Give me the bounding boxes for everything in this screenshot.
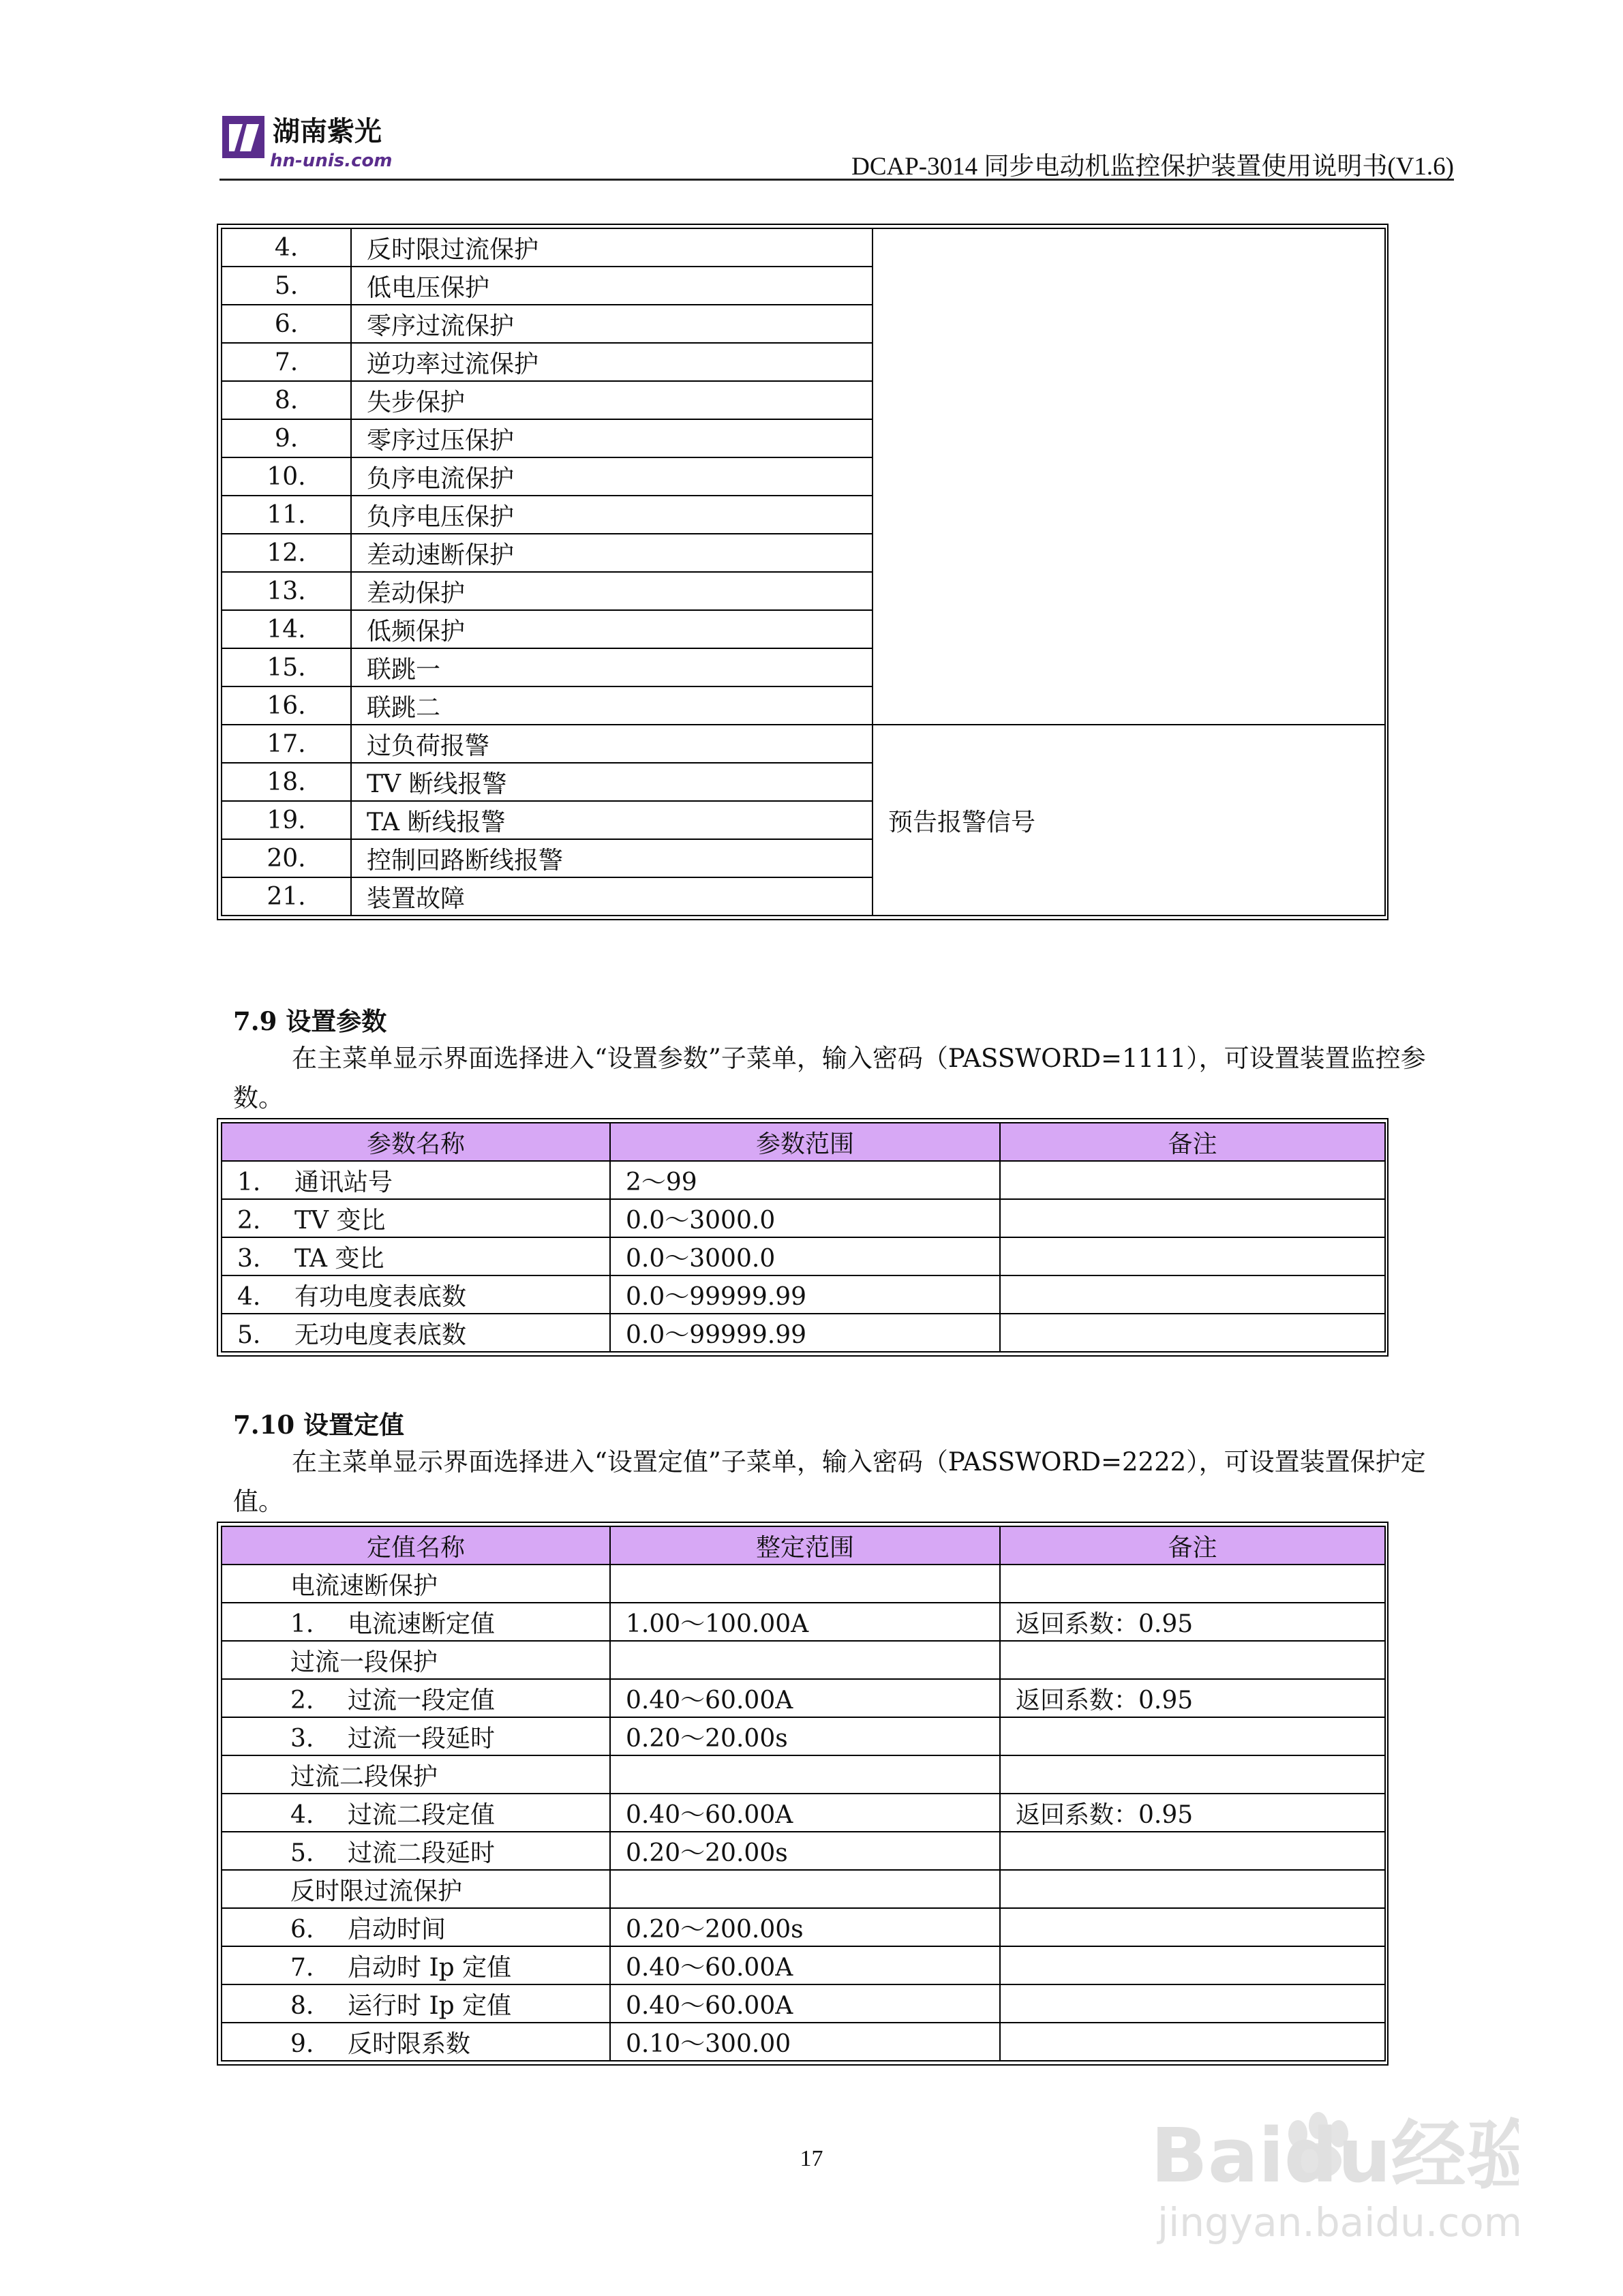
- row-number: 19.: [222, 801, 351, 839]
- row-number: 15.: [222, 648, 351, 686]
- setting-note: [1000, 1717, 1385, 1755]
- setting-note: [1000, 1984, 1385, 2023]
- protection-blank-cell: [873, 228, 1385, 725]
- column-header: 定值名称: [222, 1526, 610, 1565]
- signal-name: 零序过流保护: [351, 305, 873, 343]
- column-header: 参数名称: [222, 1123, 610, 1161]
- section-79-paragraph: 在主菜单显示界面选择进入“设置参数”子菜单，输入密码（PASSWORD=1111），可设置装置监控参数。: [233, 1044, 1426, 1113]
- signal-name: TV 断线报警: [351, 763, 873, 801]
- table-row: [222, 1984, 1385, 2023]
- row-number: 2.: [237, 1206, 261, 1235]
- signal-table: [217, 224, 1389, 920]
- row-number: 3.: [290, 1724, 314, 1753]
- watermark-url: jingyan.baidu.com: [1157, 2199, 1519, 2246]
- setting-name: 反时限系数: [348, 2029, 471, 2058]
- setting-name: 启动时 Ip 定值: [348, 1953, 512, 1982]
- company-logo: [219, 109, 424, 175]
- setting-range: 0.40～60.00A: [610, 1679, 1000, 1717]
- param-range: 0.0～3000.0: [610, 1237, 1000, 1275]
- setting-name: 过流一段定值: [348, 1686, 496, 1715]
- table-row: [222, 1946, 1385, 1984]
- setting-name-cell: [222, 1984, 610, 2023]
- signal-name: 差动保护: [351, 572, 873, 610]
- baidu-watermark: [1137, 2086, 1519, 2256]
- row-number: 12.: [222, 534, 351, 572]
- param-name-cell: [222, 1275, 610, 1314]
- setting-note: [1000, 1832, 1385, 1870]
- signal-name: 差动速断保护: [351, 534, 873, 572]
- setting-name-cell: [222, 1946, 610, 1984]
- setting-range: 0.20～200.00s: [610, 1908, 1000, 1946]
- row-number: 21.: [222, 877, 351, 916]
- param-name: TA 变比: [294, 1244, 384, 1273]
- setting-note: 返回系数：0.95: [1000, 1603, 1385, 1641]
- row-number: 18.: [222, 763, 351, 801]
- group-title: 反时限过流保护: [222, 1870, 610, 1908]
- empty-cell: [610, 1870, 1000, 1908]
- page-number: 17: [800, 2146, 823, 2171]
- column-header: 整定范围: [610, 1526, 1000, 1565]
- signal-name: 零序过压保护: [351, 419, 873, 457]
- row-number: 20.: [222, 839, 351, 877]
- param-name: 无功电度表底数: [294, 1320, 467, 1349]
- param-note: [1000, 1314, 1385, 1352]
- setting-name: 过流二段定值: [348, 1800, 496, 1829]
- group-row: [222, 1641, 1385, 1679]
- param-name: 通讯站号: [294, 1168, 393, 1196]
- row-number: 8.: [290, 1991, 314, 2020]
- table-row: [222, 1832, 1385, 1870]
- setting-name: 启动时间: [348, 1915, 446, 1944]
- table-row: [222, 725, 1385, 763]
- signal-name: 逆功率过流保护: [351, 343, 873, 381]
- empty-cell: [1000, 1870, 1385, 1908]
- row-number: 2.: [290, 1686, 314, 1715]
- param-range: 0.0～3000.0: [610, 1199, 1000, 1237]
- setting-range: 0.40～60.00A: [610, 1946, 1000, 1984]
- table-row: [222, 1275, 1385, 1314]
- column-header: 备注: [1000, 1123, 1385, 1161]
- setting-name-cell: [222, 1603, 610, 1641]
- empty-cell: [1000, 1641, 1385, 1679]
- row-number: 16.: [222, 686, 351, 725]
- empty-cell: [1000, 1755, 1385, 1794]
- row-number: 13.: [222, 572, 351, 610]
- setting-name-cell: [222, 1832, 610, 1870]
- setting-range: 0.20～20.00s: [610, 1832, 1000, 1870]
- row-number: 11.: [222, 496, 351, 534]
- table-row: [222, 1314, 1385, 1352]
- setting-range: 0.40～60.00A: [610, 1794, 1000, 1832]
- group-title: 过流二段保护: [222, 1755, 610, 1794]
- param-name: TV 变比: [294, 1206, 386, 1235]
- table-row: [222, 1603, 1385, 1641]
- signal-name: 低电压保护: [351, 267, 873, 305]
- signal-name: 装置故障: [351, 877, 873, 916]
- signal-name: 低频保护: [351, 610, 873, 648]
- param-name-cell: [222, 1237, 610, 1275]
- setting-note: [1000, 1946, 1385, 1984]
- setting-name: 过流二段延时: [348, 1839, 496, 1867]
- signal-name: TA 断线报警: [351, 801, 873, 839]
- parameter-table: [217, 1118, 1389, 1357]
- param-note: [1000, 1237, 1385, 1275]
- setting-name-cell: [222, 1908, 610, 1946]
- section-79-title: 7.9 设置参数: [233, 1006, 387, 1036]
- signal-name: 联跳二: [351, 686, 873, 725]
- row-number: 5.: [222, 267, 351, 305]
- watermark-brand: Baidu经验: [1151, 2112, 1519, 2199]
- column-header: 备注: [1000, 1526, 1385, 1565]
- param-range: 2～99: [610, 1161, 1000, 1199]
- setting-name-cell: [222, 1794, 610, 1832]
- table-row: [222, 1237, 1385, 1275]
- param-name-cell: [222, 1161, 610, 1199]
- empty-cell: [1000, 1565, 1385, 1603]
- table-row: [222, 1161, 1385, 1199]
- row-number: 7.: [290, 1953, 314, 1982]
- row-number: 4.: [237, 1282, 261, 1311]
- row-number: 6.: [222, 305, 351, 343]
- param-range: 0.0～99999.99: [610, 1314, 1000, 1352]
- row-number: 5.: [290, 1839, 314, 1867]
- row-number: 17.: [222, 725, 351, 763]
- table-header-row: [222, 1123, 1385, 1161]
- setting-name: 过流一段延时: [348, 1724, 496, 1753]
- logo-cn-text: 湖南紫光: [273, 115, 382, 147]
- logo-url-text: hn-unis.com: [270, 151, 393, 171]
- signal-name: 失步保护: [351, 381, 873, 419]
- setting-table: [217, 1522, 1389, 2066]
- group-row: [222, 1870, 1385, 1908]
- empty-cell: [610, 1641, 1000, 1679]
- setting-name-cell: [222, 1679, 610, 1717]
- section-710-title: 7.10 设置定值: [233, 1410, 404, 1440]
- signal-name: 反时限过流保护: [351, 228, 873, 267]
- param-note: [1000, 1199, 1385, 1237]
- setting-note: [1000, 2023, 1385, 2061]
- param-name-cell: [222, 1199, 610, 1237]
- setting-range: 1.00～100.00A: [610, 1603, 1000, 1641]
- param-name: 有功电度表底数: [294, 1282, 467, 1311]
- row-number: 9.: [290, 2029, 314, 2058]
- signal-name: 过负荷报警: [351, 725, 873, 763]
- row-number: 4.: [222, 228, 351, 267]
- table-row: [222, 1199, 1385, 1237]
- signal-name: 负序电压保护: [351, 496, 873, 534]
- param-name-cell: [222, 1314, 610, 1352]
- row-number: 8.: [222, 381, 351, 419]
- setting-range: 0.40～60.00A: [610, 1984, 1000, 2023]
- group-title: 电流速断保护: [222, 1565, 610, 1603]
- empty-cell: [610, 1755, 1000, 1794]
- table-row: [222, 2023, 1385, 2061]
- table-row: [222, 1794, 1385, 1832]
- section-710-paragraph: 在主菜单显示界面选择进入“设置定值”子菜单，输入密码（PASSWORD=2222），可设置装置保护定值。: [233, 1447, 1426, 1516]
- group-row: [222, 1565, 1385, 1603]
- table-row: [222, 1908, 1385, 1946]
- row-number: 1.: [290, 1610, 314, 1638]
- table-row: [222, 228, 1385, 267]
- row-number: 14.: [222, 610, 351, 648]
- signal-name: 联跳一: [351, 648, 873, 686]
- setting-note: 返回系数：0.95: [1000, 1794, 1385, 1832]
- row-number: 5.: [237, 1320, 261, 1349]
- setting-range: 0.10～300.00: [610, 2023, 1000, 2061]
- row-number: 3.: [237, 1244, 261, 1273]
- table-row: [222, 1717, 1385, 1755]
- param-range: 0.0～99999.99: [610, 1275, 1000, 1314]
- setting-name: 运行时 Ip 定值: [348, 1991, 512, 2020]
- setting-name-cell: [222, 1717, 610, 1755]
- row-number: 7.: [222, 343, 351, 381]
- param-note: [1000, 1161, 1385, 1199]
- param-note: [1000, 1275, 1385, 1314]
- table-row: [222, 1679, 1385, 1717]
- setting-range: 0.20～20.00s: [610, 1717, 1000, 1755]
- group-row: [222, 1755, 1385, 1794]
- alarm-note-cell: 预告报警信号: [873, 725, 1385, 916]
- row-number: 1.: [237, 1168, 261, 1196]
- header-divider: [219, 179, 1454, 181]
- column-header: 参数范围: [610, 1123, 1000, 1161]
- setting-name-cell: [222, 2023, 610, 2061]
- setting-note: [1000, 1908, 1385, 1946]
- table-header-row: [222, 1526, 1385, 1565]
- row-number: 9.: [222, 419, 351, 457]
- signal-name: 负序电流保护: [351, 457, 873, 496]
- row-number: 4.: [290, 1800, 314, 1829]
- row-number: 6.: [290, 1915, 314, 1944]
- group-title: 过流一段保护: [222, 1641, 610, 1679]
- signal-name: 控制回路断线报警: [351, 839, 873, 877]
- setting-name: 电流速断定值: [348, 1610, 496, 1638]
- document-title: DCAP-3014 同步电动机监控保护装置使用说明书(V1.6): [851, 153, 1454, 181]
- logo-mark: [222, 116, 264, 158]
- setting-note: 返回系数：0.95: [1000, 1679, 1385, 1717]
- empty-cell: [610, 1565, 1000, 1603]
- row-number: 10.: [222, 457, 351, 496]
